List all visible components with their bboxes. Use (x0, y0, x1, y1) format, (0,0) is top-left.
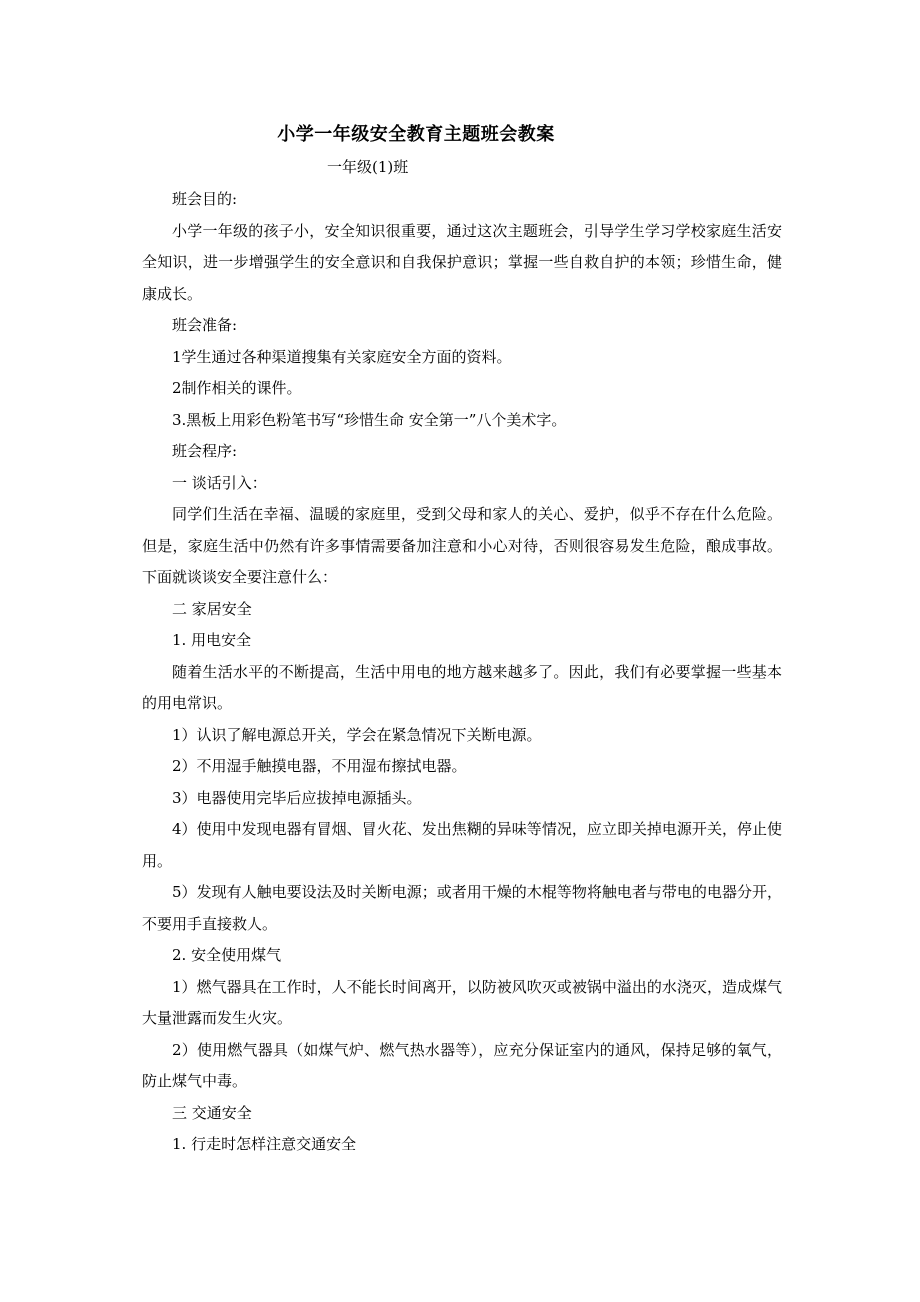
list-item: 3.黑板上用彩色粉笔书写“珍惜生命 安全第一”八个美术字。 (172, 410, 567, 429)
document-title: 小学一年级安全教育主题班会教案 (277, 124, 555, 145)
document-body (142, 184, 782, 1161)
list-item: 5）发现有人触电要设法及时关断电源；或者用干燥的木棍等物将触电者与带电的电器分开，不要用手直接救人。 (142, 883, 782, 933)
subsection-heading: 1. 用电安全 (172, 631, 252, 649)
list-item: 3）电器使用完毕后应拔掉电源插头。 (172, 788, 422, 807)
list-item: 4）使用中发现电器有冒烟、冒火花、发出焦糊的异味等情况，应立即关掉电源开关，停止使用。 (142, 820, 782, 870)
list-item: 1学生通过各种渠道搜集有关家庭安全方面的资料。 (172, 347, 512, 366)
heading-preparation: 班会准备: (172, 316, 238, 334)
heading-procedure: 班会程序: (172, 442, 238, 460)
list-item: 2）使用燃气器具（如煤气炉、燃气热水器等），应充分保证室内的通风，保持足够的氧气，防止煤气中毒。 (142, 1040, 782, 1090)
list-item: 1）认识了解电源总开关，学会在紧急情况下关断电源。 (172, 725, 542, 744)
heading-purpose: 班会目的: (172, 190, 238, 208)
section-heading: 三 交通安全 (172, 1103, 252, 1122)
paragraph-purpose: 小学一年级的孩子小，安全知识很重要，通过这次主题班会，引导学生学习学校家庭生活安全知识，进一步增强学生的安全意识和自我保护意识；掌握一些自救自护的本领；珍惜生命，健康成长。 (142, 221, 782, 303)
paragraph: 随着生活水平的不断提高，生活中用电的地方越来越多了。因此，我们有必要掌握一些基本的用电常识。 (142, 662, 782, 712)
section-heading: 二 家居安全 (172, 599, 252, 618)
class-label: 一年级(1)班 (327, 158, 409, 176)
section-heading: 一 谈话引入： (172, 473, 267, 492)
list-item: 2制作相关的课件。 (172, 379, 302, 397)
subsection-heading: 1. 行走时怎样注意交通安全 (172, 1135, 357, 1153)
paragraph: 同学们生活在幸福、温暖的家庭里，受到父母和家人的关心、爱护，似乎不存在什么危险。但是，家庭生活中仍然有许多事情需要备加注意和小心对待，否则很容易发生危险，酿成事故。下面就谈谈安全要注意什么： (142, 505, 782, 586)
list-item: 1）燃气器具在工作时，人不能长时间离开，以防被风吹灭或被锅中溢出的水浇灭，造成煤气大量泄露而发生火灾。 (142, 977, 782, 1027)
list-item: 2）不用湿手触摸电器，不用湿布擦拭电器。 (172, 757, 467, 775)
subsection-heading: 2. 安全使用煤气 (172, 946, 282, 964)
